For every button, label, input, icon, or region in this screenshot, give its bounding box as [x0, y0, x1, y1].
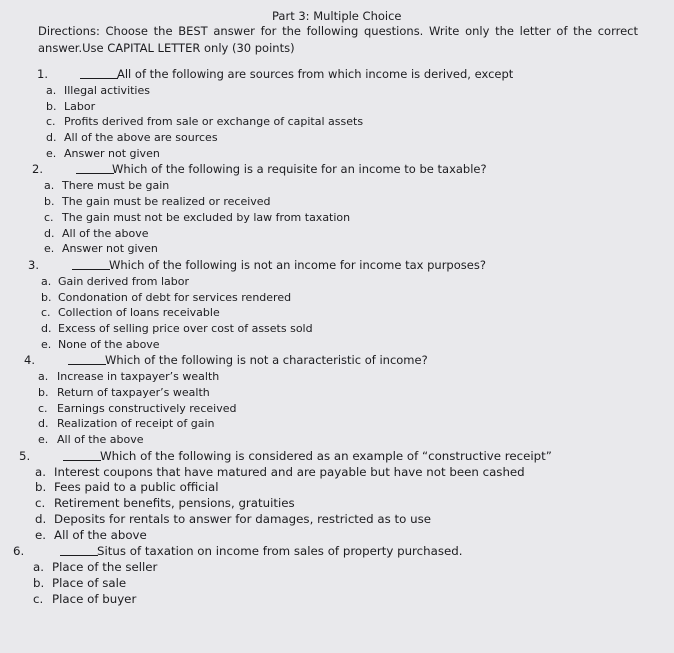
choice-letter: d.: [44, 226, 55, 240]
choice-letter: c.: [35, 496, 46, 511]
choice-c: [0, 496, 674, 512]
choice-d: [0, 321, 674, 337]
choice-text: Illegal activities: [64, 84, 150, 97]
choice-text: The gain must not be excluded by law from taxation: [62, 210, 351, 224]
choice-text: The gain must be realized or received: [62, 195, 271, 209]
question-text: Which of the following is not an income for income tax purposes?: [109, 257, 486, 272]
question-text: Situs of taxation on income from sales of property purchased.: [97, 544, 463, 559]
choice-d: [0, 416, 674, 432]
choice-text: Return of taxpayer’s wealth: [57, 386, 210, 399]
choice-text: Deposits for rentals to answer for damages, restricted as to use: [54, 511, 432, 526]
choice-d: [0, 226, 674, 242]
answer-blank: [60, 543, 98, 556]
choice-letter: e.: [44, 242, 55, 256]
choice-letter: a.: [38, 370, 49, 384]
question-6: [0, 543, 674, 607]
choice-letter: b.: [38, 386, 49, 399]
choice-letter: e.: [35, 527, 47, 542]
question-3: [0, 257, 674, 352]
question-stem-row: [0, 161, 674, 178]
answer-blank: [80, 66, 118, 79]
choice-e: [0, 337, 674, 353]
choice-a: [0, 178, 674, 194]
choice-a: [0, 560, 674, 576]
choice-text: Gain derived from labor: [58, 274, 190, 288]
choice-text: Retirement benefits, pensions, gratuities: [54, 496, 295, 511]
choice-letter: b.: [46, 99, 57, 113]
question-text: Which of the following is not a characteristic of income?: [105, 353, 428, 368]
question-5: [0, 448, 674, 543]
choice-b: [0, 576, 674, 592]
choice-d: [0, 130, 674, 146]
question-number: 3.: [28, 257, 39, 272]
answer-blank: [76, 161, 114, 174]
choice-c: [0, 114, 674, 130]
choice-letter: a.: [44, 179, 55, 193]
question-2: [0, 161, 674, 256]
question-4: [0, 352, 674, 447]
choice-letter: b.: [33, 575, 45, 590]
choice-letter: c.: [38, 401, 48, 415]
choice-b: [0, 194, 674, 210]
question-stem-row: [0, 66, 674, 83]
choice-letter: e.: [41, 337, 52, 351]
choice-text: Place of sale: [52, 575, 127, 590]
choice-text: Place of buyer: [52, 591, 137, 606]
answer-blank: [72, 257, 110, 270]
question-list: [0, 66, 674, 607]
choice-letter: c.: [33, 591, 44, 606]
choice-b: [0, 480, 674, 496]
choice-c: [0, 401, 674, 417]
choice-letter: e.: [38, 433, 49, 447]
choice-c: [0, 592, 674, 608]
choice-text: Collection of loans receivable: [58, 306, 220, 320]
part-title: Part 3: Multiple Choice: [272, 9, 402, 23]
choice-letter: d.: [41, 321, 52, 335]
question-number: 4.: [24, 353, 35, 368]
question-1: [0, 66, 674, 161]
answer-blank: [68, 352, 106, 365]
question-number: 2.: [32, 162, 43, 177]
question-number: 1.: [37, 67, 48, 81]
choice-c: [0, 210, 674, 226]
choice-letter: e.: [46, 146, 57, 160]
choice-text: Condonation of debt for services rendered: [58, 290, 292, 304]
choice-e: [0, 432, 674, 448]
answer-blank: [63, 448, 101, 461]
choice-letter: c.: [41, 306, 51, 320]
choice-letter: a.: [35, 464, 46, 479]
choice-letter: d.: [35, 511, 47, 526]
choice-text: Excess of selling price over cost of assets sold: [58, 321, 313, 335]
choice-letter: c.: [44, 210, 54, 224]
choice-letter: b.: [35, 480, 47, 495]
choice-text: Answer not given: [64, 146, 160, 160]
choice-text: There must be gain: [62, 179, 170, 193]
question-number: 6.: [13, 544, 25, 559]
choice-a: [0, 369, 674, 385]
choice-letter: c.: [46, 115, 56, 129]
choice-letter: d.: [46, 131, 57, 145]
choice-e: [0, 241, 674, 257]
question-text: Which of the following is a requisite for an income to be taxable?: [112, 162, 487, 177]
choice-text: Realization of receipt of gain: [57, 417, 215, 431]
choice-text: All of the above: [62, 226, 149, 240]
question-text: Which of the following is considered as an example of “constructive receipt”: [100, 448, 552, 463]
choice-c: [0, 305, 674, 321]
choice-e: [0, 146, 674, 162]
choice-text: Earnings constructively received: [57, 401, 237, 415]
question-text: All of the following are sources from which income is derived, except: [117, 67, 514, 81]
choice-text: All of the above: [57, 433, 144, 447]
choice-letter: d.: [38, 417, 49, 431]
choice-text: Labor: [64, 99, 96, 113]
choice-text: All of the above: [54, 527, 147, 542]
choice-e: [0, 528, 674, 544]
choice-d: [0, 512, 674, 528]
question-stem-row: [0, 352, 674, 369]
choice-a: [0, 465, 674, 481]
choice-text: Increase in taxpayer’s wealth: [57, 370, 220, 384]
choice-a: [0, 83, 674, 99]
choice-a: [0, 274, 674, 290]
choice-letter: b.: [41, 290, 52, 304]
question-stem-row: [0, 257, 674, 274]
question-number: 5.: [19, 448, 31, 463]
choice-text: Answer not given: [62, 242, 158, 256]
choice-letter: b.: [44, 195, 55, 209]
choice-text: All of the above are sources: [64, 131, 218, 145]
choice-text: Fees paid to a public official: [54, 480, 219, 495]
choice-b: [0, 290, 674, 306]
choice-text: Interest coupons that have matured and are payable but have not been cashed: [54, 464, 525, 479]
choice-letter: a.: [33, 560, 44, 575]
question-stem-row: [0, 448, 674, 465]
choice-text: Place of the seller: [52, 560, 158, 575]
choice-letter: a.: [41, 274, 52, 288]
choice-b: [0, 385, 674, 401]
directions-text: Directions: Choose the BEST answer for the following questions. Write only the letter of the correct answer.Use CAPITAL LETTER only (30 points): [38, 24, 638, 55]
choice-text: Profits derived from sale or exchange of capital assets: [64, 115, 364, 129]
choice-letter: a.: [46, 84, 57, 97]
choice-b: [0, 99, 674, 115]
question-stem-row: [0, 543, 674, 560]
choice-text: None of the above: [58, 337, 160, 351]
